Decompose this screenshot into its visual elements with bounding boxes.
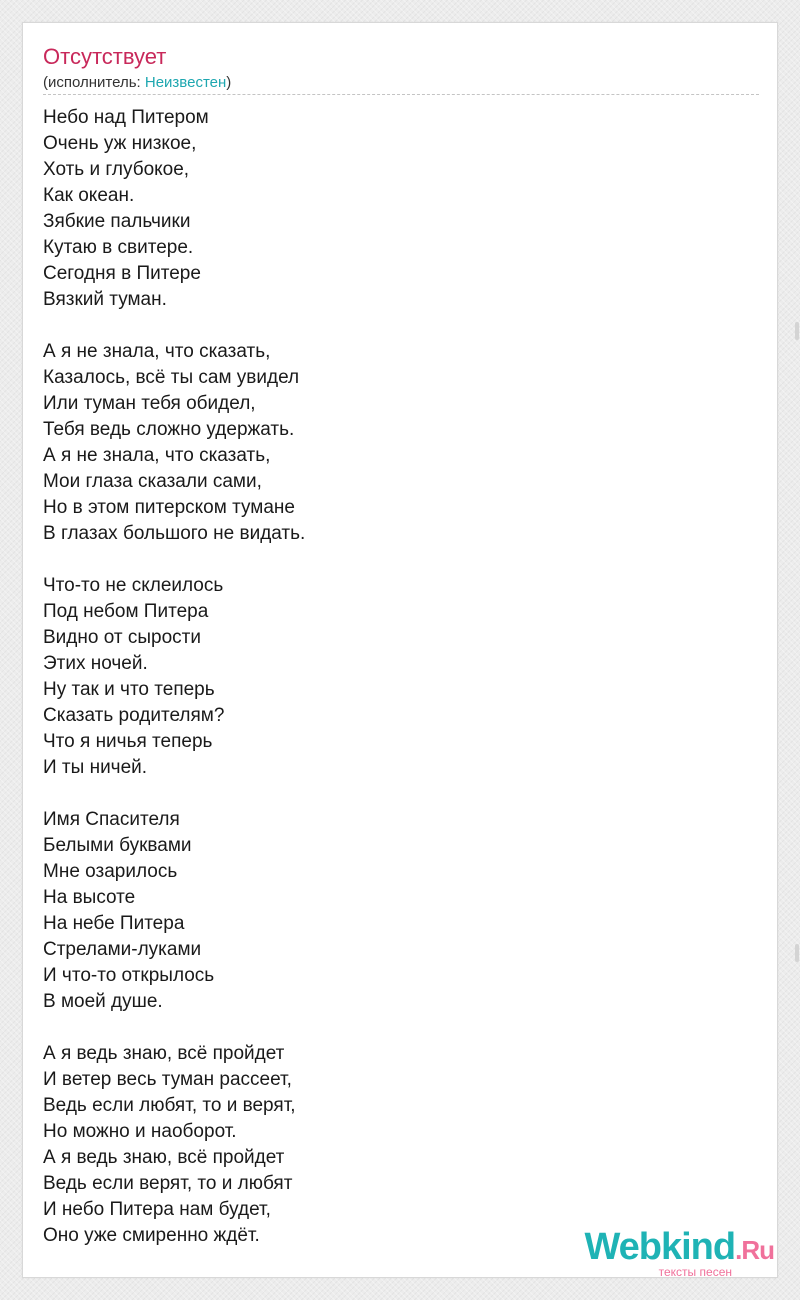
watermark-brand: Webkind	[584, 1226, 736, 1268]
lyric-line: Имя Спасителя	[43, 809, 180, 830]
webkind-watermark	[584, 1227, 774, 1278]
lyric-line: Под небом Питера	[43, 601, 209, 622]
watermark-tld: .Ru	[735, 1235, 774, 1265]
lyric-line: Что-то не склеилось	[43, 575, 224, 596]
lyric-line: В моей душе.	[43, 991, 163, 1012]
lyric-line: И ты ничей.	[43, 757, 148, 778]
lyric-line: Вязкий туман.	[43, 289, 167, 310]
lyrics-card	[22, 22, 778, 1278]
lyric-line: Стрелами-луками	[43, 939, 202, 960]
lyric-line: Ведь если верят, то и любят	[43, 1173, 293, 1194]
lyric-line: Тебя ведь сложно удержать.	[43, 419, 295, 440]
lyric-line: Мои глаза сказали сами,	[43, 471, 262, 492]
stanza-gap	[43, 313, 743, 339]
lyric-line: В глазах большого не видать.	[43, 523, 306, 544]
stanza-gap	[43, 547, 743, 573]
lyric-line: Этих ночей.	[43, 653, 148, 674]
lyric-line: Сказать родителям?	[43, 705, 225, 726]
lyric-line: Зябкие пальчики	[43, 211, 191, 232]
stanza-gap	[43, 1015, 743, 1041]
lyric-line: А я не знала, что сказать,	[43, 445, 271, 466]
lyric-line: И небо Питера нам будет,	[43, 1199, 271, 1220]
lyric-line: Хоть и глубокое,	[43, 159, 190, 180]
lyric-line: Оно уже смиренно ждёт.	[43, 1225, 260, 1246]
watermark-subtitle: тексты песен	[658, 1265, 732, 1279]
lyric-line: Сегодня в Питере	[43, 263, 201, 284]
lyric-line: Кутаю в свитере.	[43, 237, 194, 258]
scroll-marker	[795, 944, 799, 962]
title-divider	[43, 94, 759, 95]
lyric-line: Или туман тебя обидел,	[43, 393, 256, 414]
scroll-marker	[795, 322, 799, 340]
lyric-line: Мне озарилось	[43, 861, 178, 882]
watermark-logo	[584, 1227, 774, 1270]
song-title: Отсутствует	[43, 44, 167, 69]
lyric-line: А я ведь знаю, всё пройдет	[43, 1147, 285, 1168]
artist-link[interactable]: Неизвестен	[144, 74, 227, 91]
artist-prefix: (исполнитель:	[43, 74, 145, 91]
lyric-line: А я не знала, что сказать,	[43, 341, 271, 362]
lyric-line: Что я ничья теперь	[43, 731, 213, 752]
artist-suffix: )	[226, 74, 232, 91]
lyric-line: Но в этом питерском тумане	[43, 497, 295, 518]
artist-line	[43, 73, 231, 93]
lyric-line: На высоте	[43, 887, 136, 908]
lyric-line: Ведь если любят, то и верят,	[43, 1095, 296, 1116]
lyric-line: Очень уж низкое,	[43, 133, 197, 154]
lyric-line: Белыми буквами	[43, 835, 192, 856]
lyrics-body	[43, 105, 743, 1249]
lyric-line: Небо над Питером	[43, 107, 209, 128]
stanza-gap	[43, 781, 743, 807]
lyric-line: И что-то открылось	[43, 965, 215, 986]
lyric-line: Казалось, всё ты сам увидел	[43, 367, 300, 388]
lyric-line: Видно от сырости	[43, 627, 201, 648]
lyric-line: Как океан.	[43, 185, 135, 206]
lyric-line: А я ведь знаю, всё пройдет	[43, 1043, 285, 1064]
lyric-line: На небе Питера	[43, 913, 185, 934]
lyric-line: Но можно и наоборот.	[43, 1121, 237, 1142]
lyric-line: Ну так и что теперь	[43, 679, 215, 700]
lyric-line: И ветер весь туман рассеет,	[43, 1069, 292, 1090]
